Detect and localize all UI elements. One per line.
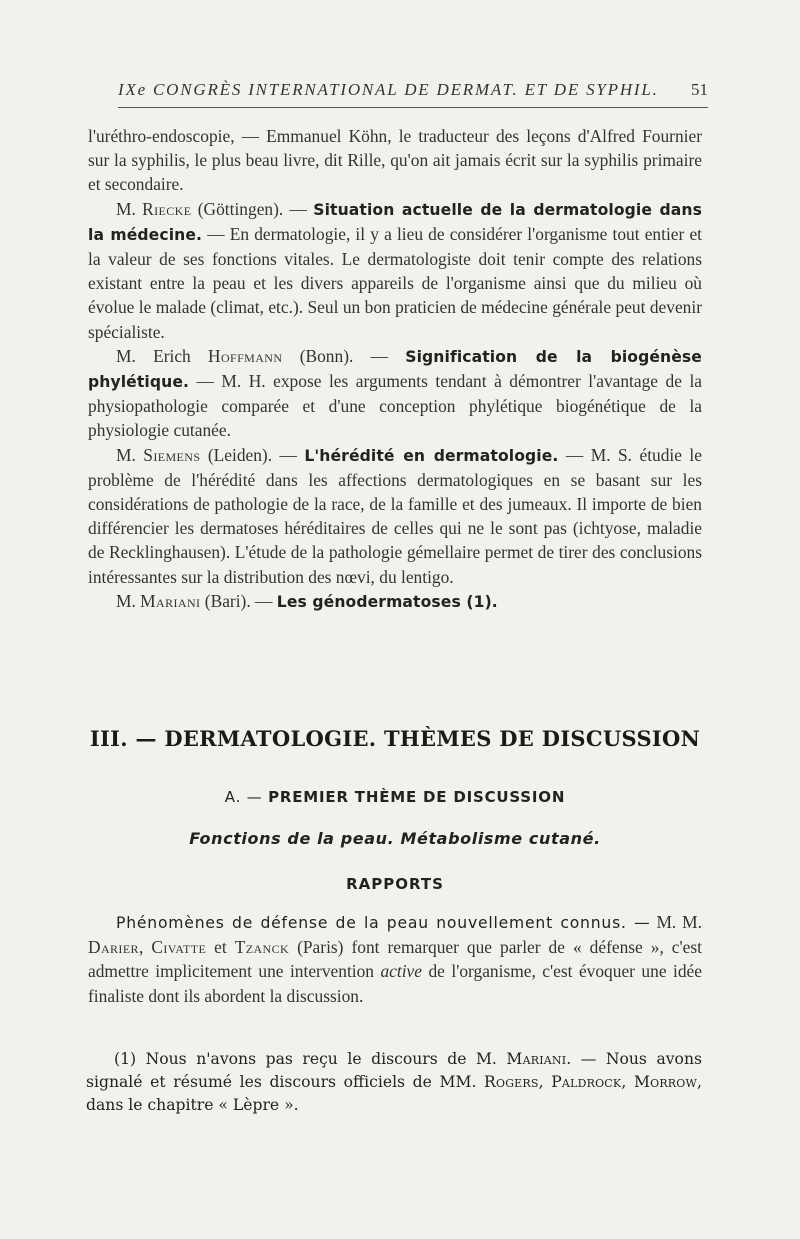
rapport-title: Phénomènes de défense de la peau nouvellement connus. — xyxy=(116,914,651,932)
entry-author: Mariani xyxy=(140,590,201,611)
entry-prefix: M. xyxy=(116,590,136,611)
entry-title: Situation actuelle de la dermatologie dans la médecine. xyxy=(88,200,702,244)
header-rule xyxy=(118,107,708,108)
footnote-name: Paldrock xyxy=(551,1072,622,1091)
rapport-author-civatte: Civatte xyxy=(151,937,207,958)
rapport-author-tzanck: Tzanck xyxy=(234,937,290,958)
entry-prefix: M. Erich xyxy=(116,345,191,366)
footnote xyxy=(86,1048,702,1116)
section-heading: III. — DERMATOLOGIE. THÈMES DE DISCUSSION xyxy=(89,726,701,751)
entry-author: Siemens xyxy=(143,444,201,465)
footnote-part: . — Nous avons signalé et résumé les discours officiels de MM. xyxy=(86,1050,702,1091)
footnote-name: Morrow xyxy=(633,1072,698,1091)
footnote-text xyxy=(86,1048,702,1116)
entry-body: — En dermatologie, il y a lieu de considérer l'organisme tout entier et la valeur de ses fonctions vitales. Le dermatologiste doit tenir compte des relations existant entre la peau et les divers appareils de l'organisme ainsi que du milieu où évolue le malade (climat, etc.). Seul un bon praticien de médecine générale peut devenir spécialiste. xyxy=(88,223,702,342)
entry-body: — M. H. expose les arguments tendant à démontrer l'avantage de la physiopathologie comparée et d'une conception phylétique biogénétique de la physiologie cutanée. xyxy=(88,371,702,441)
page-number: 51 xyxy=(691,80,708,99)
rapport-paragraph xyxy=(88,910,702,1008)
footnote-part: , xyxy=(621,1072,627,1091)
entry-author: Riecke xyxy=(142,198,192,219)
entry-place: (Leiden). — xyxy=(207,444,297,465)
running-head-title: IXe CONGRÈS INTERNATIONAL DE DERMAT. ET DE SYPHIL. xyxy=(118,80,659,99)
entry-riecke xyxy=(88,197,702,344)
entry-title: Signification de la biogénèse phylétique. xyxy=(88,347,702,392)
subsection-heading xyxy=(88,788,702,806)
rapport-author-darier: Darier xyxy=(88,937,139,958)
footnote-part: , dans le chapitre « Lèpre ». xyxy=(86,1072,702,1114)
rapports-heading: RAPPORTS xyxy=(346,875,444,893)
entry-place: (Göttingen). — xyxy=(197,198,307,219)
rapport-separator: et xyxy=(214,937,227,958)
rapport-separator: , xyxy=(138,937,144,958)
entry-place: (Bonn). — xyxy=(299,345,388,366)
rapport-body-end: de l'organisme, c'est évoquer une idée finaliste dont ils abordent la discussion. xyxy=(88,961,702,1006)
rapport-block xyxy=(88,910,702,1008)
footnote-name: Mariani xyxy=(506,1050,567,1068)
intro-paragraph: l'uréthro-endoscopie, — Emmanuel Köhn, le traducteur des leçons d'Alfred Fournier sur la syphilis, le plus beau livre, dit Rille, qu'on ait jamais écrit sur la syphilis primaire et secondaire. xyxy=(88,126,702,195)
footnote-part: , xyxy=(538,1072,544,1091)
footnote-name: Rogers xyxy=(484,1072,539,1091)
entry-prefix: M. xyxy=(116,198,136,219)
entry-title: Les génodermatoses (1). xyxy=(276,592,498,611)
entry-prefix: M. xyxy=(116,444,136,465)
entry-place: (Bari). — xyxy=(204,590,273,611)
entry-siemens xyxy=(88,443,702,589)
subsection-letter: A. — xyxy=(224,788,263,806)
entry-hoffmann xyxy=(88,344,702,443)
rapport-prefix: M. M. xyxy=(656,912,702,932)
theme-title: Fonctions de la peau. Métabolisme cutané. xyxy=(189,829,601,848)
subsection-title: PREMIER THÈME DE DISCUSSION xyxy=(268,788,566,806)
entry-mariani xyxy=(88,589,702,614)
entry-author: Hoffmann xyxy=(208,345,283,366)
running-head xyxy=(118,80,708,100)
footnote-part: (1) Nous n'avons pas reçu le discours de M. xyxy=(114,1050,497,1068)
rapport-body: (Paris) font remarquer que parler de « défense », c'est admettre implicitement une intervention xyxy=(88,937,702,982)
rapport-emphasis: active xyxy=(380,961,422,982)
entry-body: — M. S. étudie le problème de l'hérédité dans les affections dermatologiques en se basant sur les considérations de pathologie de la race, de la famille et des jumeaux. Il importe de bien différencier les dermatoses héréditaires de celles qui ne le sont pas (ichtyose, maladie de Recklinghausen). L'étude de la pathologie gémellaire permet de tirer des conclusions intéressantes sur la distribution des nœvi, du lentigo. xyxy=(88,444,702,587)
page-body xyxy=(86,124,702,1114)
entry-title: L'hérédité en dermatologie. xyxy=(304,446,559,465)
